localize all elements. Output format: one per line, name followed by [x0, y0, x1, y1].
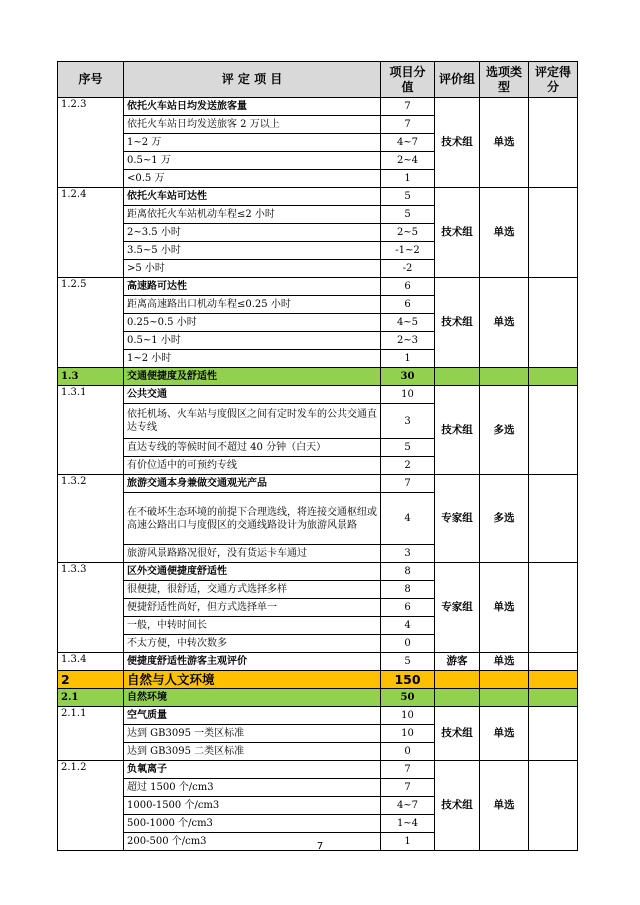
- option-type: 多选: [480, 475, 529, 563]
- sub-text: 不太方便，中转次数多: [124, 635, 381, 653]
- item-row: [58, 278, 578, 296]
- item-row: [58, 386, 578, 404]
- result-cell: [529, 278, 578, 368]
- sub-text: 距离高速路出口机动车程≤0.25 小时: [124, 296, 381, 314]
- item-score: 7: [381, 475, 435, 493]
- row-seq: 1.2.4: [58, 188, 124, 278]
- table-body: [58, 98, 578, 851]
- header-type: 选项类型: [480, 62, 529, 98]
- sub-score: 8: [381, 581, 435, 599]
- sub-score: 10: [381, 725, 435, 743]
- sub-score: 3: [381, 404, 435, 439]
- option-type: 多选: [480, 386, 529, 475]
- sub-score: 2: [381, 457, 435, 475]
- option-type: 单选: [480, 653, 529, 671]
- row-score: 50: [381, 689, 435, 707]
- sub-score: 4~5: [381, 314, 435, 332]
- sub-text: 0.5~1 小时: [124, 332, 381, 350]
- row-type-empty: [480, 689, 529, 707]
- sub-text: 依托火车站日均发送旅客 2 万以上: [124, 116, 381, 134]
- item-score: 7: [381, 98, 435, 116]
- item-title: 旅游交通本身兼做交通观光产品: [124, 475, 381, 493]
- item-score: 7: [381, 761, 435, 779]
- item-row: [58, 707, 578, 725]
- sub-score: 1: [381, 350, 435, 368]
- row-score: 150: [381, 671, 435, 689]
- row-type-empty: [480, 671, 529, 689]
- row-group-empty: [435, 368, 480, 386]
- page-number: 7: [316, 841, 324, 852]
- item-score: 10: [381, 386, 435, 404]
- sub-text: 达到 GB3095 一类区标准: [124, 725, 381, 743]
- item-score: 10: [381, 707, 435, 725]
- sub-text: 200-500 个/cm3: [124, 833, 381, 851]
- evaluation-group: 技术组: [435, 278, 480, 368]
- header-item: 评 定 项 目: [124, 62, 381, 98]
- header-score: 项目分值: [381, 62, 435, 98]
- option-type: 单选: [480, 761, 529, 851]
- sub-score: 6: [381, 599, 435, 617]
- result-cell: [529, 707, 578, 761]
- row-seq: 1.3.3: [58, 563, 124, 653]
- row-seq: 2.1.1: [58, 707, 124, 761]
- sub-score: 2~5: [381, 224, 435, 242]
- option-type: 单选: [480, 188, 529, 278]
- sub-text: 0.5~1 万: [124, 152, 381, 170]
- row-type-empty: [480, 368, 529, 386]
- sub-score: 3: [381, 545, 435, 563]
- item-score: 6: [381, 278, 435, 296]
- sub-score: 5: [381, 206, 435, 224]
- sub-text: >5 小时: [124, 260, 381, 278]
- item-title: 公共交通: [124, 386, 381, 404]
- sub-text: 距离依托火车站机动车程≤2 小时: [124, 206, 381, 224]
- chapter-row: [58, 671, 578, 689]
- row-seq: 2.1: [58, 689, 124, 707]
- sub-text: 依托机场、火车站与度假区之间有定时发车的公共交通直达专线: [124, 404, 381, 439]
- header-result: 评定得分: [529, 62, 578, 98]
- row-result-empty: [529, 689, 578, 707]
- item-score: 5: [381, 653, 435, 671]
- row-seq: 1.2.5: [58, 278, 124, 368]
- option-type: 单选: [480, 98, 529, 188]
- sub-text: 在不破坏生态环境的前提下合理选线，将连接交通枢纽或高速公路出口与度假区的交通线路设计为旅游风景路: [124, 493, 381, 545]
- row-seq: 1.3.4: [58, 653, 124, 671]
- row-seq: 1.3.2: [58, 475, 124, 563]
- item-row: [58, 761, 578, 779]
- item-score: 5: [381, 188, 435, 206]
- sub-text: 500-1000 个/cm3: [124, 815, 381, 833]
- item-title: 负氧离子: [124, 761, 381, 779]
- sub-text: 旅游风景路路况很好，没有货运卡车通过: [124, 545, 381, 563]
- sub-text: 1000-1500 个/cm3: [124, 797, 381, 815]
- item-score: 8: [381, 563, 435, 581]
- header-seq: 序号: [58, 62, 124, 98]
- row-title: 自然环境: [124, 689, 381, 707]
- option-type: 单选: [480, 707, 529, 761]
- evaluation-group: 技术组: [435, 188, 480, 278]
- header-group: 评价组: [435, 62, 480, 98]
- item-title: 便捷度舒适性游客主观评价: [124, 653, 381, 671]
- evaluation-group: 技术组: [435, 386, 480, 475]
- sub-text: 一般，中转时间长: [124, 617, 381, 635]
- sub-score: 7: [381, 116, 435, 134]
- sub-text: 2~3.5 小时: [124, 224, 381, 242]
- section-row: [58, 689, 578, 707]
- item-title: 依托火车站日均发送旅客量: [124, 98, 381, 116]
- sub-score: -2: [381, 260, 435, 278]
- sub-score: 0: [381, 743, 435, 761]
- row-group-empty: [435, 671, 480, 689]
- sub-text: 1~2 万: [124, 134, 381, 152]
- result-cell: [529, 653, 578, 671]
- sub-score: 2~4: [381, 152, 435, 170]
- evaluation-table: [57, 61, 578, 851]
- item-row: [58, 653, 578, 671]
- result-cell: [529, 98, 578, 188]
- item-title: 区外交通便捷度舒适性: [124, 563, 381, 581]
- sub-text: 3.5~5 小时: [124, 242, 381, 260]
- sub-score: 1~4: [381, 815, 435, 833]
- item-row: [58, 563, 578, 581]
- sub-score: -1~2: [381, 242, 435, 260]
- sub-text: 1~2 小时: [124, 350, 381, 368]
- section-row: [58, 368, 578, 386]
- row-result-empty: [529, 671, 578, 689]
- evaluation-group: 技术组: [435, 98, 480, 188]
- sub-score: 0: [381, 635, 435, 653]
- row-group-empty: [435, 689, 480, 707]
- sub-text: 很便捷，很舒适，交通方式选择多样: [124, 581, 381, 599]
- sub-text: 直达专线的等候时间不超过 40 分钟（白天）: [124, 439, 381, 457]
- sub-score: 5: [381, 439, 435, 457]
- sub-score: 4~7: [381, 134, 435, 152]
- evaluation-group: 技术组: [435, 761, 480, 851]
- sub-text: <0.5 万: [124, 170, 381, 188]
- item-title: 空气质量: [124, 707, 381, 725]
- sub-score: 1: [381, 170, 435, 188]
- row-seq: 1.3.1: [58, 386, 124, 475]
- sub-text: 有价位适中的可预约专线: [124, 457, 381, 475]
- sub-score: 4~7: [381, 797, 435, 815]
- evaluation-group: 专家组: [435, 563, 480, 653]
- row-title: 自然与人文环境: [124, 671, 381, 689]
- evaluation-group: 游客: [435, 653, 480, 671]
- result-cell: [529, 563, 578, 653]
- sub-score: 1: [381, 833, 435, 851]
- sub-score: 2~3: [381, 332, 435, 350]
- item-row: [58, 475, 578, 493]
- sub-score: 7: [381, 779, 435, 797]
- row-seq: 2.1.2: [58, 761, 124, 851]
- row-seq: 1.3: [58, 368, 124, 386]
- option-type: 单选: [480, 563, 529, 653]
- item-row: [58, 188, 578, 206]
- row-result-empty: [529, 368, 578, 386]
- sub-text: 超过 1500 个/cm3: [124, 779, 381, 797]
- result-cell: [529, 188, 578, 278]
- option-type: 单选: [480, 278, 529, 368]
- row-seq: 1.2.3: [58, 98, 124, 188]
- evaluation-group: 专家组: [435, 475, 480, 563]
- sub-score: 4: [381, 617, 435, 635]
- table-header-row: [58, 62, 578, 98]
- item-row: [58, 98, 578, 116]
- sub-score: 4: [381, 493, 435, 545]
- sub-text: 0.25~0.5 小时: [124, 314, 381, 332]
- sub-text: 便捷舒适性尚好，但方式选择单一: [124, 599, 381, 617]
- item-title: 依托火车站可达性: [124, 188, 381, 206]
- row-score: 30: [381, 368, 435, 386]
- result-cell: [529, 475, 578, 563]
- result-cell: [529, 386, 578, 475]
- sub-text: 达到 GB3095 二类区标准: [124, 743, 381, 761]
- evaluation-group: 技术组: [435, 707, 480, 761]
- item-title: 高速路可达性: [124, 278, 381, 296]
- row-seq: 2: [58, 671, 124, 689]
- result-cell: [529, 761, 578, 851]
- row-title: 交通便捷度及舒适性: [124, 368, 381, 386]
- sub-score: 6: [381, 296, 435, 314]
